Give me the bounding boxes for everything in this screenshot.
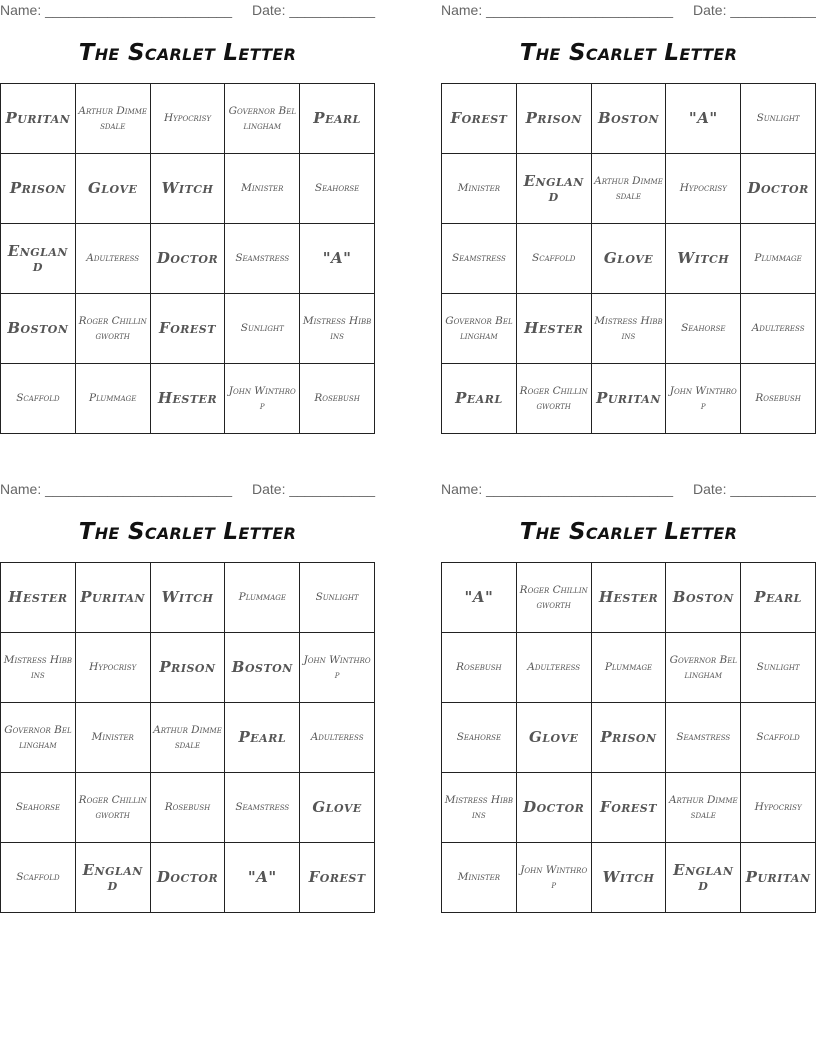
bingo-cell: Arthur Dimmesdale — [592, 154, 667, 224]
bingo-cell: Rosebush — [151, 773, 226, 843]
bingo-cell: Boston — [592, 84, 667, 154]
bingo-cell: Pearl — [442, 364, 517, 434]
bingo-cell: Hester — [592, 563, 667, 633]
date-field-label: Date: ___________ — [693, 481, 816, 497]
bingo-cell: Puritan — [76, 563, 151, 633]
card-header — [0, 481, 375, 499]
bingo-cell: John Winthrop — [517, 843, 592, 913]
bingo-cell: Seamstress — [225, 773, 300, 843]
card-title: The Scarlet Letter — [78, 519, 297, 545]
bingo-cell: Hester — [151, 364, 226, 434]
bingo-card-3 — [0, 479, 375, 914]
bingo-cell: Seamstress — [666, 703, 741, 773]
card-header — [0, 2, 375, 20]
bingo-cell: Doctor — [151, 224, 226, 294]
bingo-card-2 — [441, 0, 816, 435]
bingo-cell: Pearl — [225, 703, 300, 773]
bingo-cell: Rosebush — [741, 364, 816, 434]
name-field-label: Name: ________________________ — [441, 481, 673, 497]
bingo-cell: Hypocrisy — [741, 773, 816, 843]
bingo-cell: John Winthrop — [666, 364, 741, 434]
bingo-cell: Minister — [76, 703, 151, 773]
bingo-cell: Scaffold — [741, 703, 816, 773]
bingo-cell: Minister — [225, 154, 300, 224]
bingo-cell: Roger Chillingworth — [76, 294, 151, 364]
bingo-grid — [0, 83, 375, 434]
bingo-cell: England — [1, 224, 76, 294]
bingo-cell: Puritan — [592, 364, 667, 434]
bingo-cell: Witch — [151, 154, 226, 224]
bingo-cell: Glove — [300, 773, 375, 843]
bingo-cell: Rosebush — [300, 364, 375, 434]
bingo-cell: Sunlight — [225, 294, 300, 364]
bingo-cell: "A" — [666, 84, 741, 154]
bingo-cell: Seamstress — [225, 224, 300, 294]
bingo-cell: Prison — [517, 84, 592, 154]
bingo-cell: Pearl — [741, 563, 816, 633]
bingo-cell: Doctor — [517, 773, 592, 843]
bingo-cell: Roger Chillingworth — [76, 773, 151, 843]
bingo-cell: Adulteress — [300, 703, 375, 773]
bingo-cell: Plummage — [225, 563, 300, 633]
bingo-cell: Puritan — [741, 843, 816, 913]
bingo-cell: Witch — [151, 563, 226, 633]
bingo-cell: Witch — [666, 224, 741, 294]
bingo-cell: Adulteress — [76, 224, 151, 294]
card-header — [441, 481, 816, 499]
bingo-cell: Governor Bellingham — [225, 84, 300, 154]
bingo-cell: Hester — [1, 563, 76, 633]
bingo-cell: Sunlight — [300, 563, 375, 633]
bingo-cell: Arthur Dimmesdale — [151, 703, 226, 773]
bingo-cell: "A" — [442, 563, 517, 633]
bingo-cell: Minister — [442, 154, 517, 224]
bingo-cell: Witch — [592, 843, 667, 913]
bingo-cell: John Winthrop — [300, 633, 375, 703]
bingo-cell: Seahorse — [300, 154, 375, 224]
bingo-cell: "A" — [300, 224, 375, 294]
bingo-cell: Mistress Hibbins — [592, 294, 667, 364]
bingo-cell: Rosebush — [442, 633, 517, 703]
name-field-label: Name: ________________________ — [441, 2, 673, 18]
bingo-cell: Mistress Hibbins — [300, 294, 375, 364]
bingo-cell: Boston — [666, 563, 741, 633]
bingo-cell: Adulteress — [741, 294, 816, 364]
bingo-cell: Glove — [76, 154, 151, 224]
bingo-cell: Scaffold — [1, 843, 76, 913]
bingo-cell: Scaffold — [517, 224, 592, 294]
bingo-cell: Prison — [1, 154, 76, 224]
bingo-cell: Sunlight — [741, 633, 816, 703]
bingo-cell: Adulteress — [517, 633, 592, 703]
bingo-grid — [441, 83, 816, 434]
bingo-cell: Roger Chillingworth — [517, 563, 592, 633]
bingo-cell: Seamstress — [442, 224, 517, 294]
card-title: The Scarlet Letter — [519, 40, 738, 66]
bingo-cell: "A" — [225, 843, 300, 913]
bingo-cell: Forest — [592, 773, 667, 843]
bingo-cell: Sunlight — [741, 84, 816, 154]
bingo-cell: Forest — [151, 294, 226, 364]
bingo-cell: Governor Bellingham — [666, 633, 741, 703]
bingo-cell: Boston — [1, 294, 76, 364]
bingo-cell: Prison — [151, 633, 226, 703]
bingo-cell: Pearl — [300, 84, 375, 154]
bingo-cell: England — [666, 843, 741, 913]
bingo-grid — [441, 562, 816, 913]
date-field-label: Date: ___________ — [252, 481, 375, 497]
bingo-cell: Plummage — [76, 364, 151, 434]
bingo-cell: Hypocrisy — [666, 154, 741, 224]
bingo-cell: Glove — [592, 224, 667, 294]
bingo-cell: Hypocrisy — [76, 633, 151, 703]
bingo-cell: Seahorse — [1, 773, 76, 843]
bingo-cell: Boston — [225, 633, 300, 703]
bingo-cell: Roger Chillingworth — [517, 364, 592, 434]
bingo-cell: Hypocrisy — [151, 84, 226, 154]
bingo-cell: Governor Bellingham — [1, 703, 76, 773]
bingo-cell: Arthur Dimmesdale — [666, 773, 741, 843]
name-field-label: Name: ________________________ — [0, 481, 232, 497]
card-title: The Scarlet Letter — [78, 40, 297, 66]
card-header — [441, 2, 816, 20]
name-field-label: Name: ________________________ — [0, 2, 232, 18]
bingo-cell: Forest — [442, 84, 517, 154]
bingo-cell: Governor Bellingham — [442, 294, 517, 364]
bingo-cell: Plummage — [741, 224, 816, 294]
bingo-cell: Puritan — [1, 84, 76, 154]
card-title: The Scarlet Letter — [519, 519, 738, 545]
bingo-cell: England — [76, 843, 151, 913]
bingo-cell: Mistress Hibbins — [442, 773, 517, 843]
date-field-label: Date: ___________ — [252, 2, 375, 18]
bingo-cell: Hester — [517, 294, 592, 364]
bingo-cell: Mistress Hibbins — [1, 633, 76, 703]
bingo-card-4 — [441, 479, 816, 914]
bingo-cell: Prison — [592, 703, 667, 773]
bingo-cell: Forest — [300, 843, 375, 913]
bingo-cell: Doctor — [151, 843, 226, 913]
bingo-cell: John Winthrop — [225, 364, 300, 434]
bingo-cell: Scaffold — [1, 364, 76, 434]
bingo-cell: Arthur Dimmesdale — [76, 84, 151, 154]
bingo-card-1 — [0, 0, 375, 435]
bingo-cell: Seahorse — [442, 703, 517, 773]
bingo-cell: Seahorse — [666, 294, 741, 364]
bingo-cell: England — [517, 154, 592, 224]
bingo-cell: Plummage — [592, 633, 667, 703]
bingo-cell: Doctor — [741, 154, 816, 224]
bingo-cell: Minister — [442, 843, 517, 913]
bingo-grid — [0, 562, 375, 913]
bingo-cell: Glove — [517, 703, 592, 773]
date-field-label: Date: ___________ — [693, 2, 816, 18]
